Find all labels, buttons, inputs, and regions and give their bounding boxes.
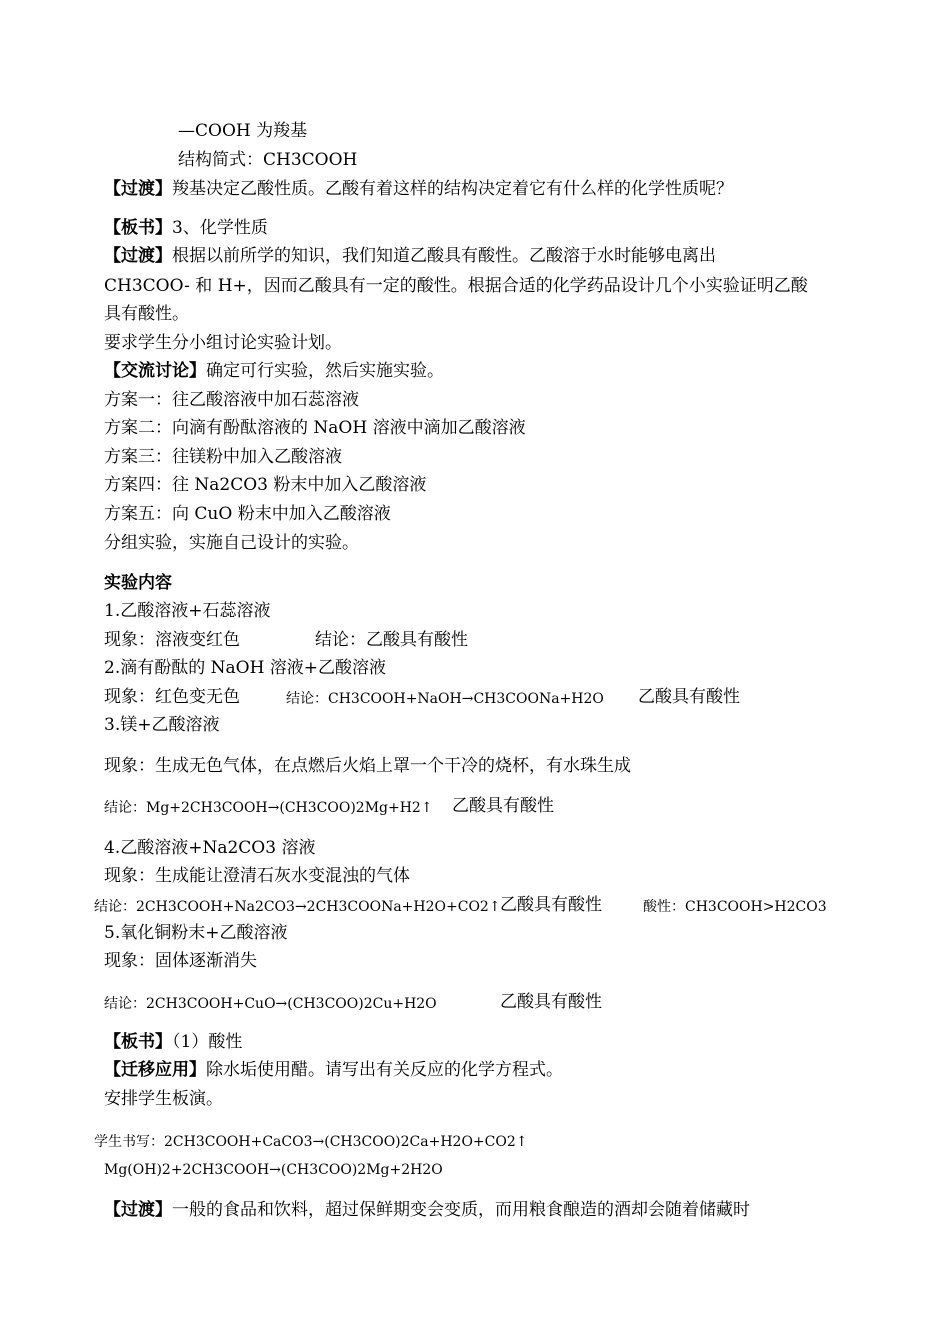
experiment-title: 2.滴有酚酞的 NaOH 溶液+乙酸溶液	[104, 658, 387, 678]
experiment-title: 4.乙酸溶液+Na2CO3 溶液	[104, 838, 316, 858]
text-line	[104, 1059, 563, 1081]
text-line	[104, 217, 268, 239]
line-text: 除水垢使用醋。请写出有关反应的化学方程式。	[206, 1060, 563, 1080]
conclusion-note: 酸性：CH3COOH>H2CO3	[643, 899, 827, 915]
section-marker: 【过渡】	[104, 1200, 172, 1220]
line-text: 根据以前所学的知识，我们知道乙酸具有酸性。乙酸溶于水时能够电离出	[172, 246, 716, 266]
plan-item: 方案五：向 CuO 粉末中加入乙酸溶液	[104, 504, 391, 524]
experiment-title: 1.乙酸溶液+石蕊溶液	[104, 601, 271, 621]
line-text: 3、化学性质	[172, 218, 268, 238]
conclusion: 结论：CH3COOH+NaOH→CH3COONa+H2O	[286, 691, 604, 707]
observation: 现象：溶液变红色	[104, 630, 240, 650]
experiment-title: 5.氧化铜粉末+乙酸溶液	[104, 923, 288, 943]
equation: 学生书写：2CH3COOH+CaCO3→(CH3COO)2Ca+H2O+CO2↑	[94, 1134, 528, 1150]
plan-item: 方案一：往乙酸溶液中加石蕊溶液	[104, 390, 359, 410]
observation: 现象：生成能让澄清石灰水变混浊的气体	[104, 866, 410, 886]
conclusion: 结论：2CH3COOH+CuO→(CH3COO)2Cu+H2O	[104, 996, 437, 1012]
conclusion-note: 乙酸具有酸性	[638, 687, 740, 707]
text-line: CH3COO- 和 H+，因而乙酸具有一定的酸性。根据合适的化学药品设计几个小实验证明乙酸	[104, 276, 808, 296]
section-marker: 【迁移应用】	[104, 1060, 206, 1080]
text-line	[104, 1031, 242, 1053]
conclusion: 结论：2CH3COOH+Na2CO3→2CH3COONa+H2O+CO2↑	[94, 899, 501, 915]
line-text: 羧基决定乙酸性质。乙酸有着这样的结构决定着它有什么样的化学性质呢？	[172, 179, 733, 199]
conclusion: 结论：乙酸具有酸性	[315, 630, 468, 650]
text-line	[104, 178, 733, 200]
text-line: —COOH 为羧基	[178, 121, 308, 141]
conclusion-note: 乙酸具有酸性	[500, 895, 602, 915]
section-marker: 【板书】	[104, 1032, 172, 1052]
text-line	[104, 360, 444, 382]
section-heading: 实验内容	[104, 573, 172, 593]
conclusion-note: 乙酸具有酸性	[452, 796, 554, 816]
section-marker: 【板书】	[104, 218, 172, 238]
text-line	[104, 245, 716, 267]
plan-item: 方案四：往 Na2CO3 粉末中加入乙酸溶液	[104, 475, 427, 495]
section-marker: 【过渡】	[104, 179, 172, 199]
text-line: 结构简式：CH3COOH	[178, 150, 358, 170]
observation: 现象：红色变无色	[104, 687, 240, 707]
observation: 现象：生成无色气体，在点燃后火焰上罩一个干冷的烧杯，有水珠生成	[104, 756, 631, 776]
section-marker: 【交流讨论】	[104, 361, 206, 381]
text-line: 具有酸性。	[104, 304, 189, 324]
line-text: 一般的食品和饮料，超过保鲜期变会变质，而用粮食酿造的酒却会随着储藏时	[172, 1200, 750, 1220]
section-marker: 【过渡】	[104, 246, 172, 266]
plan-item: 方案二：向滴有酚酞溶液的 NaOH 溶液中滴加乙酸溶液	[104, 418, 526, 438]
text-line: 安排学生板演。	[104, 1089, 223, 1109]
observation: 现象：固体逐渐消失	[104, 951, 257, 971]
experiment-title: 3.镁+乙酸溶液	[104, 715, 220, 735]
line-text: （1）酸性	[172, 1032, 243, 1052]
conclusion-note: 乙酸具有酸性	[500, 992, 602, 1012]
text-line: 分组实验，实施自己设计的实验。	[104, 533, 359, 553]
line-text: 确定可行实验，然后实施实验。	[206, 361, 444, 381]
conclusion: 结论：Mg+2CH3COOH→(CH3COO)2Mg+H2↑	[104, 800, 433, 816]
plan-item: 方案三：往镁粉中加入乙酸溶液	[104, 447, 342, 467]
text-line: 要求学生分小组讨论实验计划。	[104, 333, 342, 353]
text-line	[104, 1199, 750, 1221]
equation: Mg(OH)2+2CH3COOH→(CH3COO)2Mg+2H2O	[104, 1162, 443, 1178]
